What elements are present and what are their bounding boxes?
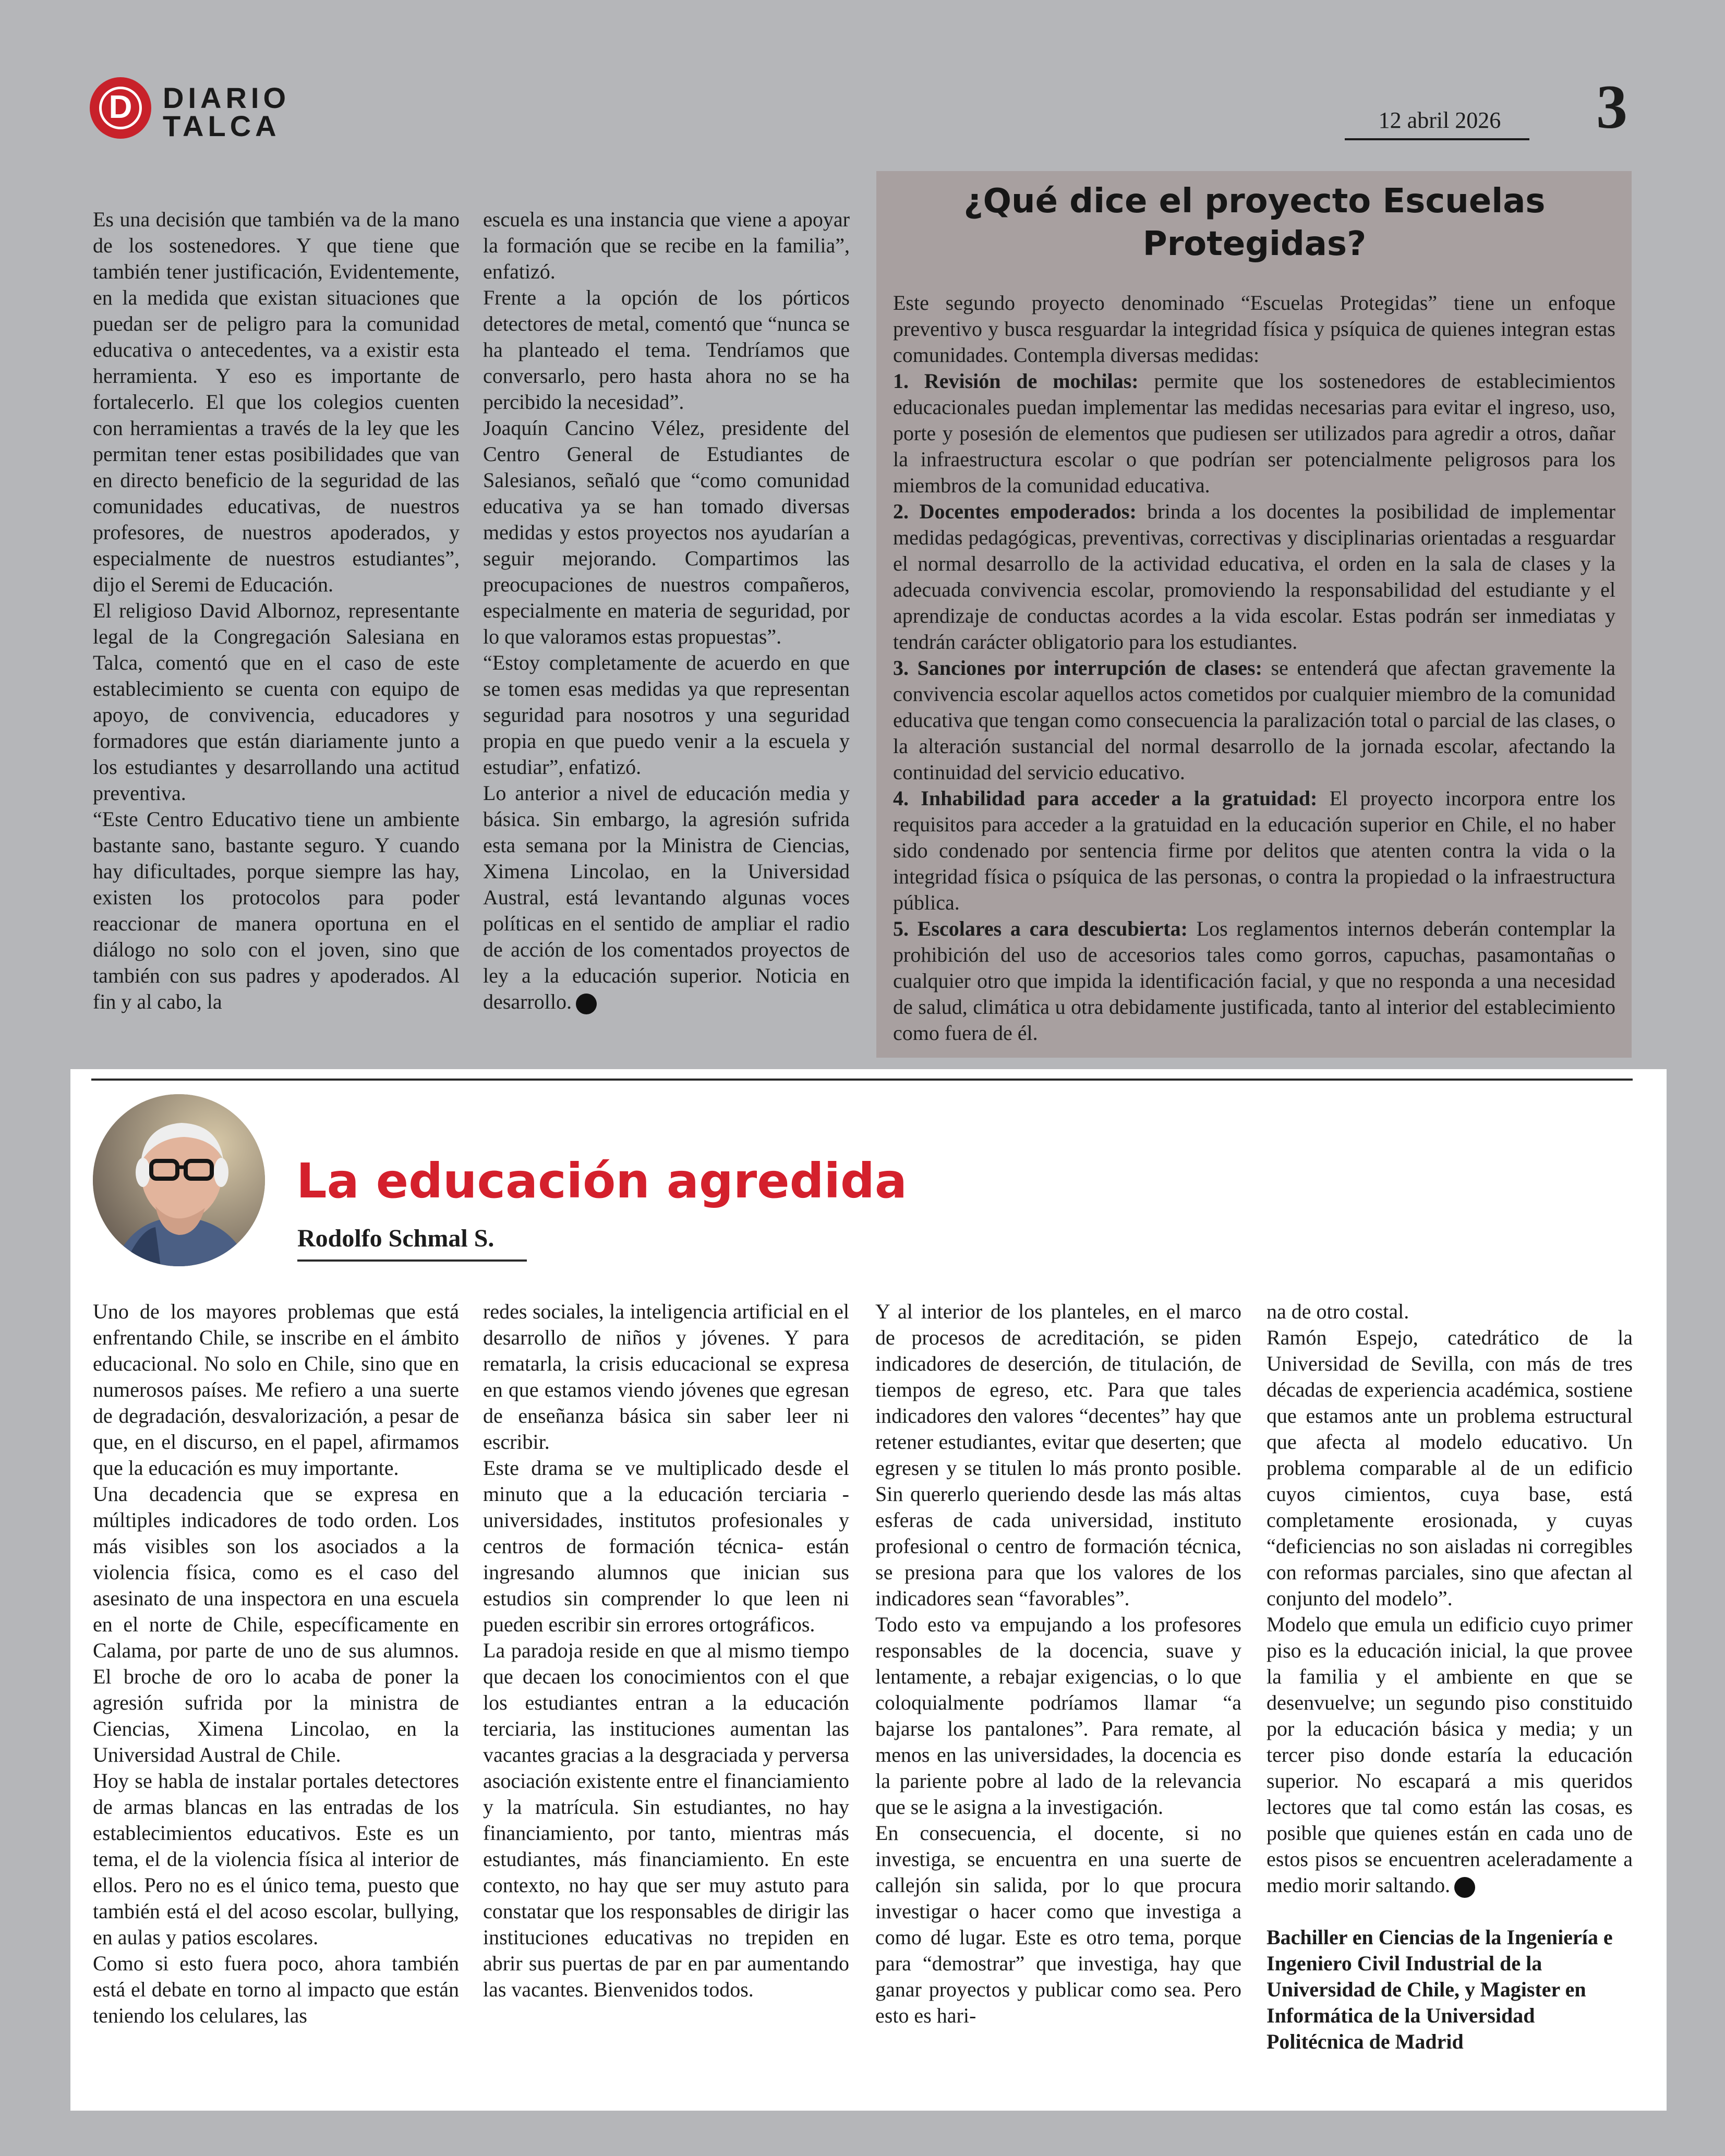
section-divider: [91, 1079, 1633, 1081]
brand-name-line2: TALCA: [163, 110, 281, 142]
paragraph: Ramón Espejo, catedrático de la Universidad de Sevilla, con más de tres décadas de experiencia académica, sostiene que estamos ante un problema estructural que afecta al modelo educativo. Un problema comparable al de un edificio cuyos cimientos, cuya base, está completamente erosionada, y cuyas “deficiencias no son aisladas ni corregibles con reformas parciales, sino que afectan al conjunto del modelo”.: [1266, 1326, 1633, 1610]
logo-letter: D: [108, 89, 132, 125]
sidebar-item: 3. Sanciones por interrupción de clases: se entenderá que afectan gravemente la convivencia escolar aquellos actos cometidos por cualquier miembro de la comunidad educativa que tengan como consecuencia la paralización total o parcial de las clases, o la alteración sustancial del normal desarrollo de la jornada escolar, afectando la continuidad del servicio educativo.: [893, 656, 1615, 784]
issue-date: 12 abril 2026: [1378, 107, 1501, 133]
date-underline: [1345, 138, 1529, 140]
sidebar-intro: Este segundo proyecto denominado “Escuelas Protegidas” tiene un enfoque preventivo y busca resguardar la integridad física y psíquica de quienes integran estas comunidades. Contempla diversas medidas:: [893, 291, 1615, 367]
page-number: 3: [1596, 72, 1627, 141]
paragraph: Uno de los mayores problemas que está enfrentando Chile, se inscribe en el ámbito educacional. No solo en Chile, sino que en numerosos países. Me refiero a una suerte de degradación, desvalorización, a pesar de que, en el discurso, en el papel, afirmamos que la educación es muy importante.: [93, 1300, 459, 1480]
sidebar-item: 1. Revisión de mochilas: permite que los sostenedores de establecimientos educacionales puedan implementar las medidas necesarias para evitar el ingreso, uso, porte y posesión de elementos que pudiesen ser utilizados para agredir a otros, dañar la infraestructura escolar o que podrían ser potencialmente peligrosos para los miembros de la comunidad educativa.: [893, 369, 1615, 497]
paragraph: Una decadencia que se expresa en múltiples indicadores de todo orden. Los más visibles son los asociados a la violencia física, como es el caso del asesinato de una inspectora en una escuela en el norte de Chile, específicamente en Calama, por parte de uno de sus alumnos. El broche de oro lo acaba de poner la agresión sufrida por la ministra de Ciencias, Ximena Lincolao, en la Universidad Austral de Chile.: [93, 1482, 459, 1766]
opinion-title: La educación agredida: [296, 1153, 907, 1209]
sidebar-item: 5. Escolares a cara descubierta: Los reglamentos internos deberán contemplar la prohibición del uso de accesorios tales como gorros, capuchas, pasamontañas o cualquier otro que impida la identificación facial, y que no responda a una necesidad de salud, climática u otra debidamente justificada, tanto al interior del establecimiento como fuera de él.: [893, 917, 1615, 1045]
paragraph: Como si esto fuera poco, ahora también está el debate en torno al impacto que están teniendo los celulares, las: [93, 1952, 459, 2027]
paragraph: “Este Centro Educativo tiene un ambiente bastante sano, bastante seguro. Y cuando hay dificultades, porque siempre las hay, existen los protocolos para poder reaccionar de manera oportuna en el diálogo no solo con el joven, sino que también con sus padres y apoderados. Al fin y al cabo, la: [93, 807, 460, 1013]
logo-mark: [90, 77, 151, 139]
paragraph: redes sociales, la inteligencia artificial en el desarrollo de niños y jóvenes. Y para rematarla, la crisis educacional se expresa en que estamos viendo jóvenes que egresan de enseñanza básica sin saber leer ni escribir.: [483, 1300, 849, 1454]
paragraph: Modelo que emula un edificio cuyo primer piso es la educación inicial, la que provee la familia y el ambiente en que se desenvuelve; un segundo piso constituido por la educación básica y media; y un tercer piso donde estaría la educación superior. No escapará a mis queridos lectores que tal como están las cosas, es posible que quienes están en cada uno de estos pisos se encuentren aceleradamente a medio morir saltando.: [1266, 1613, 1633, 1897]
author-bio: Bachiller en Ciencias de la Ingeniería e Ingeniero Civil Industrial de la Universidad de Chile, y Magister en Informática de la Universidad Politécnica de Madrid: [1266, 1925, 1613, 2053]
paragraph: Hoy se habla de instalar portales detectores de armas blancas en las entradas de los establecimientos educativos. Este es un tema, el de la violencia física al interior de ellos. Pero no es el único tema, puesto que también está el del acoso escolar, bullying, en aulas y patios escolares.: [93, 1769, 459, 1949]
opinion-column-1: [93, 1299, 459, 2029]
article-column-1: [93, 207, 460, 1015]
opinion-column-3: [875, 1299, 1241, 2029]
sidebar-item: 4. Inhabilidad para acceder a la gratuidad: El proyecto incorpora entre los requisitos para acceder a la gratuidad en la educación superior en Chile, el no haber sido condenado por sentencia firme por delitos que atenten contra la vida o la integridad física o psíquica de las personas, o contra la propiedad o la infraestructura pública.: [893, 786, 1616, 914]
paragraph: En consecuencia, el docente, si no investiga, se encuentra en una suerte de callejón sin salida, por lo que procura investigar o hacer como que investiga a como dé lugar. Este es otro tema, porque para “demostrar” que investiga, hay que ganar proyectos y publicar como sea. Pero esto es hari-: [875, 1821, 1241, 2027]
opinion-column-4: [1266, 1299, 1633, 2055]
paragraph: Joaquín Cancino Vélez, presidente del Centro General de Estudiantes de Salesianos, señaló que “como comunidad educativa ya se han tomado diversas medidas y estos proyectos nos ayudarían a seguir mejorando. Compartimos las preocupaciones de nuestros compañeros, especialmente en materia de seguridad, por lo que valoramos estas propuestas”.: [483, 416, 850, 648]
opinion-author: Rodolfo Schmal S.: [297, 1225, 494, 1252]
brand-name-line1: DIARIO: [163, 81, 290, 114]
paragraph: Lo anterior a nivel de educación media y básica. Sin embargo, la agresión sufrida esta semana por la Ministra de Ciencias, Ximena Lincolao, en la Universidad Austral, está levantando algunas voces políticas en el sentido de ampliar el radio de acción de los comentados proyectos de ley a la educación superior. Noticia en desarrollo.: [483, 781, 850, 1013]
paragraph: La paradoja reside en que al mismo tiempo que decaen los conocimientos con el que los estudiantes entran a la educación terciaria, las instituciones aumentan las vacantes gracias a la desgraciada y perversa asociación existente entre el financiamiento y la matrícula. Sin estudiantes, no hay financiamiento, por tanto, mientras más estudiantes, más financiamiento. En este contexto, no hay que ser muy astuto para constatar que los responsables de dirigir las instituciones educativas no trepiden en abrir sus puertas de par en par aumentando las vacantes. Bienvenidos todos.: [483, 1639, 849, 2001]
sidebar-title: ¿Qué dice el proyecto Escuelas Protegidas?: [963, 182, 1546, 263]
sidebar-item: 2. Docentes empoderados: brinda a los docentes la posibilidad de implementar medidas pedagógicas, preventivas, correctivas y disciplinarias orientadas a resguardar el normal desarrollo de la actividad educativa, el orden en la sala de clases y la adecuada convivencia escolar, promoviendo la responsabilidad del estudiante y el aprendizaje de conductas acordes a la vida escolar. Estas podrán ser inmediatas y tendrán carácter obligatorio para los estudiantes.: [893, 500, 1615, 653]
article-column-2: [483, 207, 850, 1015]
opinion-column-2: [483, 1299, 849, 2003]
author-underline: [297, 1259, 527, 1262]
author-avatar: [93, 1094, 265, 1266]
sidebar-text: [893, 290, 1615, 1046]
paragraph: Este drama se ve multiplicado desde el minuto que a la educación terciaria -universidades, institutos profesionales y centros de formación técnica- están ingresando alumnos que inician sus estudios sin comprender lo que leen ni pueden escribir sin errores ortográficos.: [483, 1456, 849, 1636]
paragraph: Frente a la opción de los pórticos detectores de metal, comentó que “nunca se ha planteado el tema. Tendríamos que conversarlo, pero hasta ahora no se ha percibido la necesidad”.: [483, 286, 850, 414]
paragraph: “Estoy completamente de acuerdo en que se tomen esas medidas ya que representan seguridad para nosotros y una seguridad propia en que puedo venir a la escuela y estudiar”, enfatizó.: [483, 651, 850, 779]
paragraph: Es una decisión que también va de la mano de los sostenedores. Y que tiene que también tener justificación, Evidentemente, en la medida que existan situaciones que puedan ser de peligro para la comunidad educativa o antecedentes, va a existir esta herramienta. Y eso es importante de fortalecerlo. El que los colegios cuenten con herramientas a través de la ley que les permitan tener estas posibilidades que van en directo beneficio de la seguridad de las comunidades educativas, de nuestros profesores, de nuestros apoderados, y especialmente de nuestros estudiantes”, dijo el Seremi de Educación.: [93, 208, 460, 596]
paragraph: El religioso David Albornoz, representante legal de la Congregación Salesiana en Talca, comentó que en el caso de este establecimiento se cuenta con equipo de apoyo, de convivencia, educadores y formadores que están diariamente junto a los estudiantes y desarrollando una actitud preventiva.: [93, 599, 460, 805]
paragraph: Y al interior de los planteles, en el marco de procesos de acreditación, se piden indicadores de deserción, de titulación, de tiempos de egreso, etc. Para que tales indicadores den valores “decentes” hay que retener estudiantes, evitar que deserten; que egresen y se titulen lo más pronto posible. Sin quererlo queriendo desde las más altas esferas de cada universidad, instituto profesional o centro de formación técnica, se presiona para que los valores de los indicadores sean “favorables”.: [875, 1300, 1241, 1610]
end-mark-icon: [576, 994, 597, 1014]
paragraph: Todo esto va empujando a los profesores responsables de la docencia, suave y lentamente, a rebajar exigencias, o lo que coloquialmente podríamos llamar “a bajarse los pantalones”. Para remate, al menos en las universidades, la docencia es la pariente pobre al lado de la relevancia que se le asigna a la investigación.: [875, 1613, 1241, 1819]
end-mark-icon: [1454, 1877, 1475, 1898]
paragraph: escuela es una instancia que viene a apoyar la formación que se recibe en la familia”, enfatizó.: [483, 208, 850, 283]
author-portrait-icon: [93, 1094, 265, 1266]
paragraph: na de otro costal.: [1266, 1300, 1409, 1323]
